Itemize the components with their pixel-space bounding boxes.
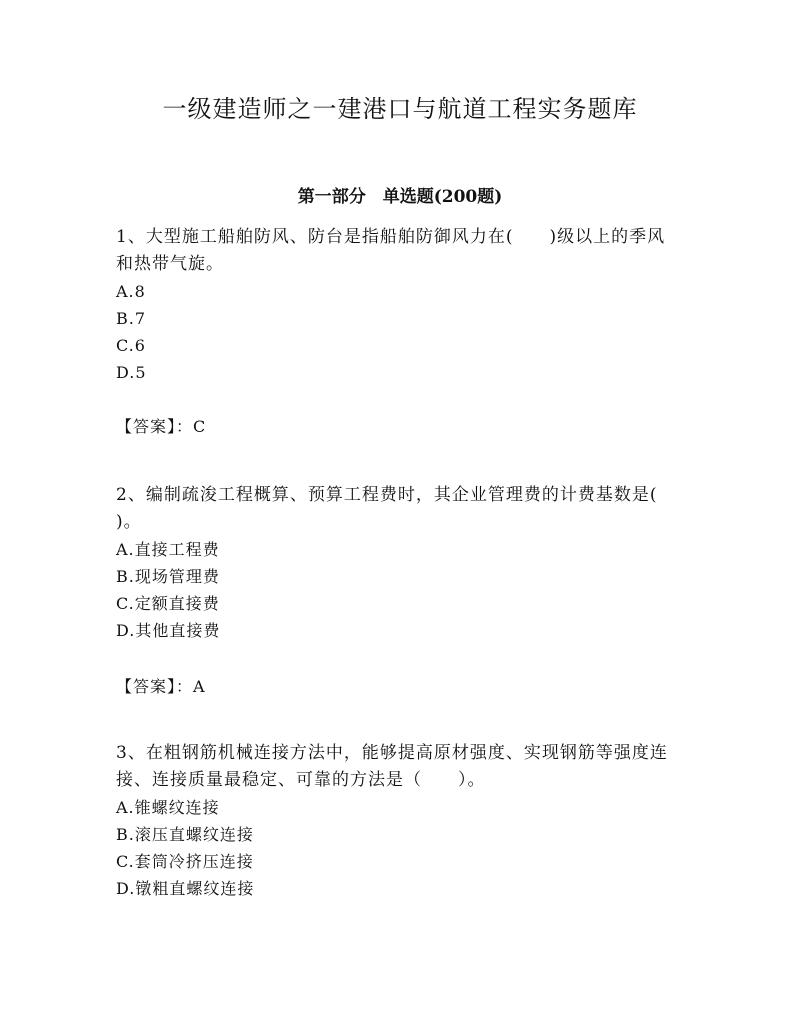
section-title: 第一部分 单选题(200题) [297, 187, 503, 207]
option-a: A.8 [116, 282, 146, 301]
question-stem-continued: 接、连接质量最稳定、可靠的方法是（ ）。 [116, 770, 486, 790]
option-c: C.定额直接费 [116, 594, 220, 613]
option-c: C.套筒冷挤压连接 [116, 852, 254, 871]
question-stem: 3、在粗钢筋机械连接方法中，能够提高原材强度、实现钢筋等强度连 [116, 743, 668, 763]
question-1 [116, 224, 686, 386]
option-a: A.直接工程费 [116, 540, 220, 559]
option-b: B.现场管理费 [116, 567, 220, 586]
answer-label: 【答案】： [116, 417, 194, 436]
answer-1 [116, 414, 206, 440]
document-title: 一级建造师之一建港口与航道工程实务题库 [162, 95, 638, 123]
option-d: D.5 [116, 363, 147, 382]
question-2 [116, 482, 686, 644]
option-a: A.锥螺纹连接 [116, 798, 220, 817]
question-stem-continued: 和热带气旋。 [116, 254, 224, 274]
option-d: D.镦粗直螺纹连接 [116, 879, 255, 898]
option-b: B.7 [116, 309, 147, 328]
option-c: C.6 [116, 336, 146, 355]
question-stem: 2、编制疏浚工程概算、预算工程费时，其企业管理费的计费基数是( [116, 485, 658, 505]
answer-value: A [193, 677, 206, 696]
option-b: B.滚压直螺纹连接 [116, 825, 254, 844]
question-stem-continued: )。 [116, 512, 142, 532]
question-stem: 1、大型施工船舶防风、防台是指船舶防御风力在( )级以上的季风 [116, 227, 666, 247]
answer-2 [116, 674, 206, 700]
answer-label: 【答案】： [116, 677, 194, 696]
question-3 [116, 740, 686, 902]
answer-value: C [193, 417, 207, 436]
option-d: D.其他直接费 [116, 621, 221, 640]
